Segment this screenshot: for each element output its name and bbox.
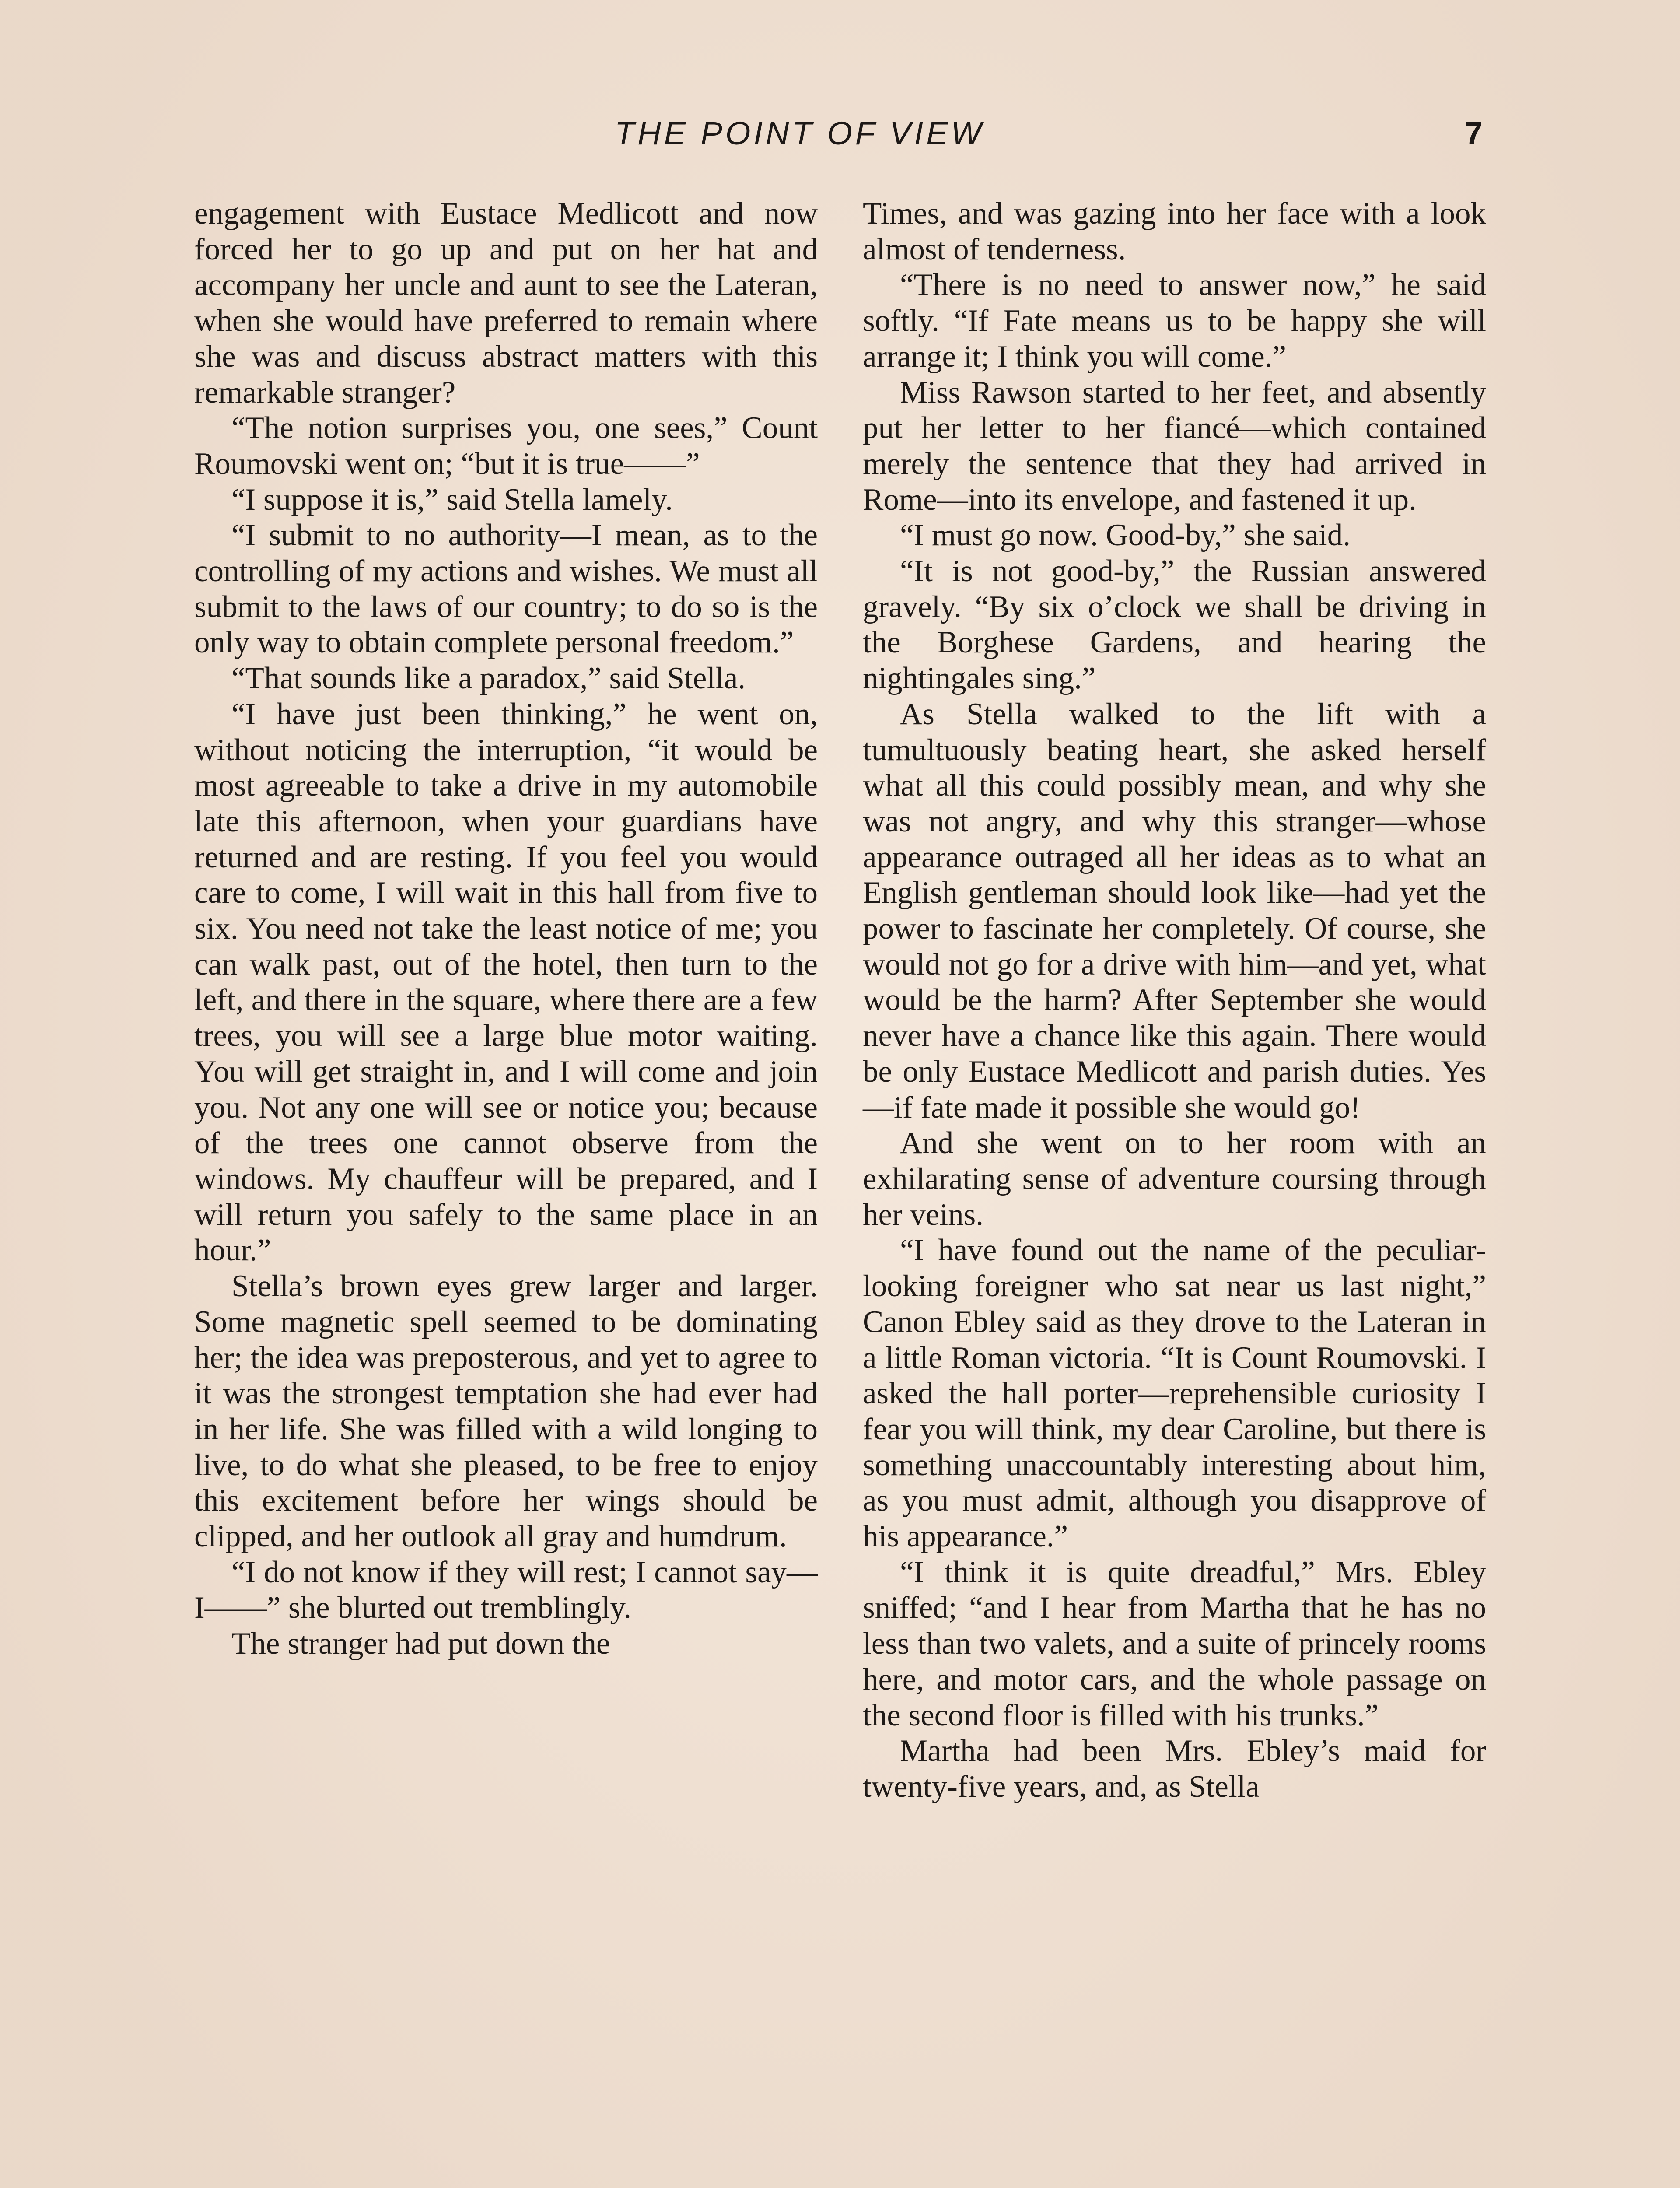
paragraph: The stranger had put down the	[231, 1627, 610, 1661]
paragraph: “I suppose it is,” said Stella lamely.	[231, 482, 673, 517]
paragraph: “There is no need to answer now,” he said softly. “If Fate means us to be happy she will arrange it; I think you will come.”	[863, 268, 1486, 374]
paragraph: And she went on to her room with an exhilarating sense of adventure coursing through her veins.	[863, 1126, 1486, 1232]
paragraph: Times, and was gazing into her face with a look almost of tenderness.	[863, 196, 1486, 266]
right-column	[863, 196, 1486, 1805]
paragraph: Martha had been Mrs. Ebley’s maid for twenty-five years, and, as Stella	[863, 1734, 1486, 1804]
paragraph: “I have found out the name of the peculiar-looking foreigner who sat near us last night,” Canon Ebley said as they drove to the Lateran in a little Roman victoria. “It is Count Roumovski. I asked the hall porter—reprehensible curiosity I fear you will think, my dear Caroline, but there is something unaccountably interesting about him, as you must admit, although you disapprove of his appearance.”	[863, 1233, 1486, 1554]
left-column	[194, 196, 818, 1662]
paragraph: “That sounds like a paradox,” said Stella.	[231, 661, 746, 696]
paragraph: engagement with Eustace Medlicott and now forced her to go up and put on her hat and accompany her uncle and aunt to see the Lateran, when she would have preferred to remain where she was and discuss abstract matters with this remarkable stranger?	[194, 196, 818, 410]
paragraph: “I think it is quite dreadful,” Mrs. Ebley sniffed; “and I hear from Martha that he has no less than two valets, and a suite of princely rooms here, and motor cars, and the whole passage on the second floor is filled with his trunks.”	[863, 1555, 1486, 1732]
paragraph: “I submit to no authority—I mean, as to the controlling of my actions and wishes. We must all submit to the laws of our country; to do so is the only way to obtain complete personal freedom.”	[194, 518, 818, 660]
paragraph: “I must go now. Good-by,” she said.	[900, 518, 1351, 553]
paragraph: “The notion surprises you, one sees,” Count Roumovski went on; “but it is true——”	[194, 411, 818, 481]
paragraph: “I do not know if they will rest; I cannot say—I——” she blurted out tremblingly.	[194, 1555, 818, 1625]
paragraph: “It is not good-by,” the Russian answered gravely. “By six o’clock we shall be driving in the Borghese Gardens, and hearing the nightingales sing.”	[863, 554, 1486, 696]
page-number: 7	[1465, 115, 1483, 151]
paragraph: Miss Rawson started to her feet, and absently put her letter to her fiancé—which contained merely the sentence that they had arrived in Rome—into its envelope, and fastened it up.	[863, 375, 1486, 517]
running-title: THE POINT OF VIEW	[615, 115, 985, 151]
paragraph: As Stella walked to the lift with a tumultuously beating heart, she asked herself what all this could possibly mean, and why she was not angry, and why this stranger—whose appearance outraged all her ideas as to what an English gentleman should look like—had yet the power to fascinate her completely. Of course, she would not go for a drive with him—and yet, what would be the harm? After September she would never have a chance like this again. There would be only Eustace Medlicott and parish duties. Yes—if fate made it possible she would go!	[863, 697, 1486, 1125]
paragraph: Stella’s brown eyes grew larger and larger. Some magnetic spell seemed to be dominating her; the idea was preposterous, and yet to agree to it was the strongest temptation she had ever had in her life. She was filled with a wild longing to live, to do what she pleased, to be free to enjoy this excitement before her wings should be clipped, and her outlook all gray and humdrum.	[194, 1269, 818, 1554]
paragraph: “I have just been thinking,” he went on, without noticing the interruption, “it would be most agreeable to take a drive in my automobile late this afternoon, when your guardians have returned and are resting. If you feel you would care to come, I will wait in this hall from five to six. You need not take the least notice of me; you can walk past, out of the hotel, then turn to the left, and there in the square, where there are a few trees, you will see a large blue motor waiting. You will get straight in, and I will come and join you. Not any one will see or notice you; because of the trees one cannot observe from the windows. My chauffeur will be prepared, and I will return you safely to the same place in an hour.”	[194, 697, 818, 1268]
